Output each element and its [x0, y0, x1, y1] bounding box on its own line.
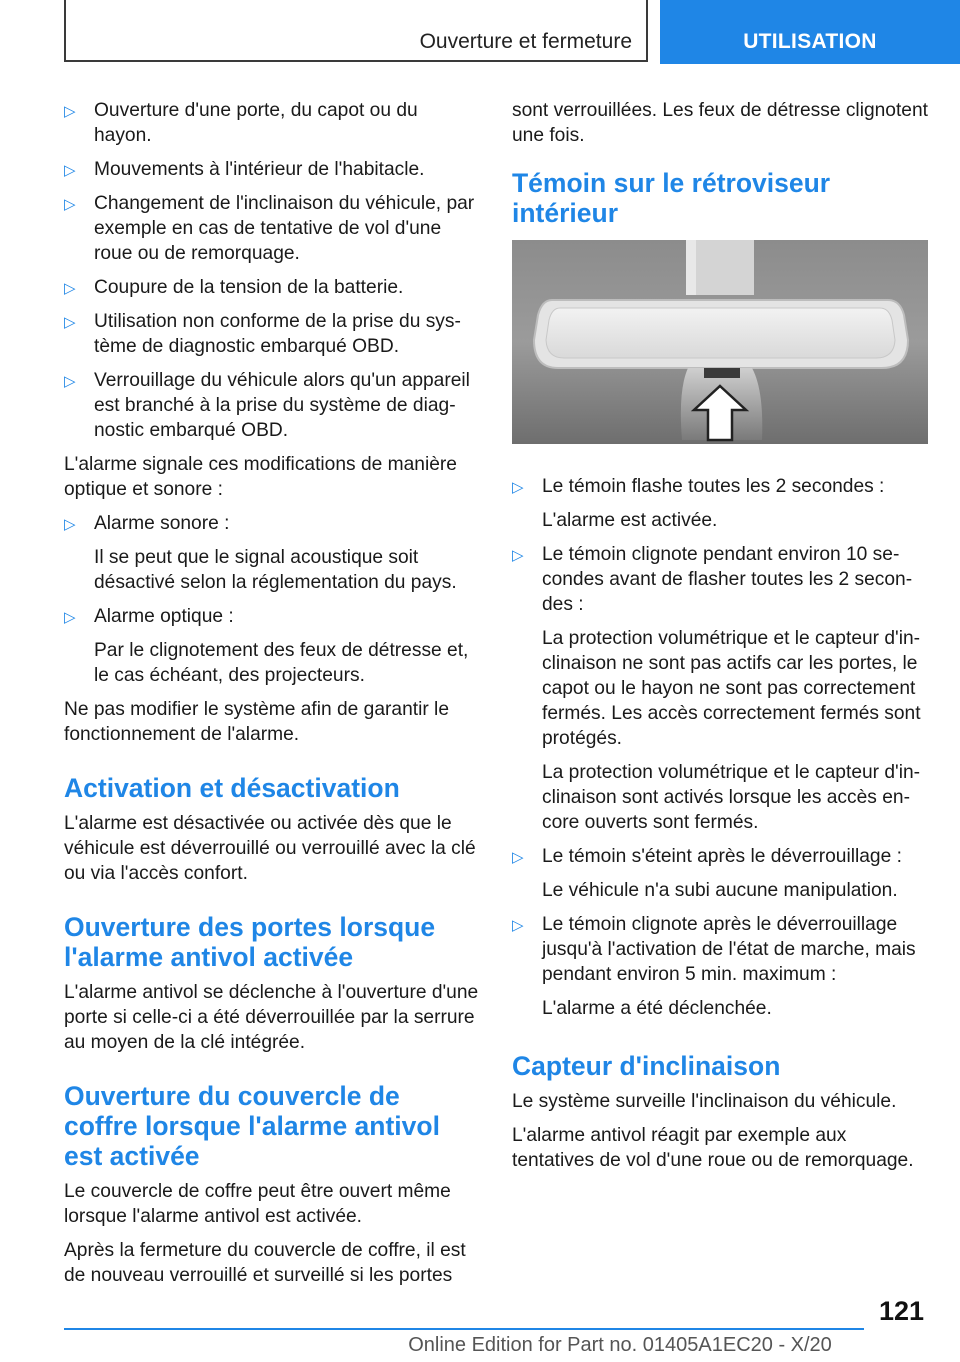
paragraph: Après la fermeture du couvercle de coffre, il est de nouveau verrouillé et surveillé si les portes: [64, 1240, 466, 1286]
triangle-bullet-icon: ▷: [512, 547, 524, 564]
section-title: Ouverture et fermeture: [419, 30, 632, 53]
triangle-bullet-icon: ▷: [512, 479, 524, 496]
page-number: 121: [878, 1296, 924, 1326]
list-item: ▷ Le témoin flashe toutes les 2 secondes : L'alarme est activée.: [512, 476, 885, 531]
paragraph: L'alarme signale ces modifications de manière optique et sonore :: [64, 454, 457, 500]
heading-door-opening: Ouverture des portes lorsque l'alarme antivol activée: [64, 912, 436, 972]
paragraph: Ne pas modifier le système afin de garantir le fonctionnement de l'alarme.: [64, 699, 449, 745]
paragraph: L'alarme est désactivée ou activée dès que le véhicule est déverrouillé ou verrouillé avec la clé ou via l'accès confort.: [64, 813, 476, 884]
footer-divider: [64, 1328, 864, 1330]
left-column: [64, 98, 480, 1297]
triangle-bullet-icon: ▷: [64, 103, 76, 120]
list-item: ▷ Le témoin clignote après le déverrouillage jusqu'à l'activation de l'état de marche, mais pendant environ 5 min. maximum : L'alarme a été déclenchée.: [512, 914, 916, 1019]
list-item: ▷ Mouvements à l'intérieur de l'habitacle.: [64, 157, 480, 182]
triangle-bullet-icon: ▷: [512, 917, 524, 934]
rearview-mirror-image: [512, 240, 928, 444]
triangle-bullet-icon: ▷: [64, 609, 76, 626]
triangle-bullet-icon: ▷: [64, 162, 76, 179]
heading-activation: Activation et désactivation: [64, 773, 400, 803]
paragraph: L'alarme antivol réagit par exemple aux tentatives de vol d'une roue ou de remorquage.: [512, 1125, 914, 1171]
paragraph: Le couvercle de coffre peut être ouvert même lorsque l'alarme antivol est activée.: [64, 1181, 451, 1227]
list-item: ▷ Ouverture d'une porte, du capot ou du hayon.: [64, 100, 418, 146]
list-item: ▷ Le témoin s'éteint après le déverrouillage : Le véhicule n'a subi aucune manipulation.: [512, 846, 902, 901]
alarm-list: [64, 511, 480, 688]
triangle-bullet-icon: ▷: [512, 849, 524, 866]
chapter-title: UTILISATION: [743, 30, 877, 53]
paragraph: sont verrouillées. Les feux de détresse clignotent une fois.: [512, 100, 928, 146]
triangle-bullet-icon: ▷: [64, 280, 76, 297]
heading-trunk-opening: Ouverture du couvercle de coffre lorsque l'alarme antivol est activée: [64, 1081, 440, 1171]
edition-footer: Online Edition for Part no. 01405A1EC20 - X/20: [408, 1334, 832, 1356]
mirror-illustration: [512, 240, 928, 444]
right-column: [512, 98, 928, 1182]
heading-mirror-indicator: Témoin sur le rétroviseur intérieur: [512, 168, 831, 228]
list-item: ▷ Utilisation non conforme de la prise du système de diagnostic embarqué OBD.: [64, 311, 461, 357]
trigger-list: [64, 98, 480, 443]
chapter-tab: [660, 0, 960, 64]
paragraph: Le système surveille l'inclinaison du véhicule.: [512, 1091, 897, 1112]
heading-tilt-sensor: Capteur d'inclinaison: [512, 1051, 781, 1081]
list-item: ▷ Changement de l'inclinaison du véhicule, par exemple en cas de tentative de vol d'une roue ou de remorquage.: [64, 193, 475, 264]
list-item: ▷ Coupure de la tension de la batterie.: [64, 275, 480, 300]
page-header: [64, 0, 960, 64]
list-item: ▷ Le témoin clignote pendant environ 10 secondes avant de flasher toutes les 2 secondes : La protection volumétrique et le capteur d'inclinaison ne sont pas actifs car les portes, le capot ou le hayon ne sont pas correctement fermés. Les accès correctement fermés sont protégés. La protection volumétrique et le capteur d'inclinaison sont activés lorsque les accès encore ouverts sont fermés.: [512, 544, 921, 833]
list-item: ▷ Alarme optique : Par le clignotement des feux de détresse et, le cas échéant, des projecteurs.: [64, 606, 469, 686]
list-item: ▷ Verrouillage du véhicule alors qu'un appareil est branché à la prise du système de diagnostic embarqué OBD.: [64, 370, 470, 441]
list-item: ▷ Alarme sonore : Il se peut que le signal acoustique soit désactivé selon la réglementation du pays.: [64, 513, 457, 593]
triangle-bullet-icon: ▷: [64, 314, 76, 331]
triangle-bullet-icon: ▷: [64, 196, 76, 213]
triangle-bullet-icon: ▷: [64, 516, 76, 533]
indicator-list: [512, 474, 928, 1021]
paragraph: L'alarme antivol se déclenche à l'ouverture d'une porte si celle-ci a été déverrouillée par la serrure au moyen de la clé intégrée.: [64, 982, 479, 1053]
triangle-bullet-icon: ▷: [64, 373, 76, 390]
section-tab: [64, 0, 648, 62]
